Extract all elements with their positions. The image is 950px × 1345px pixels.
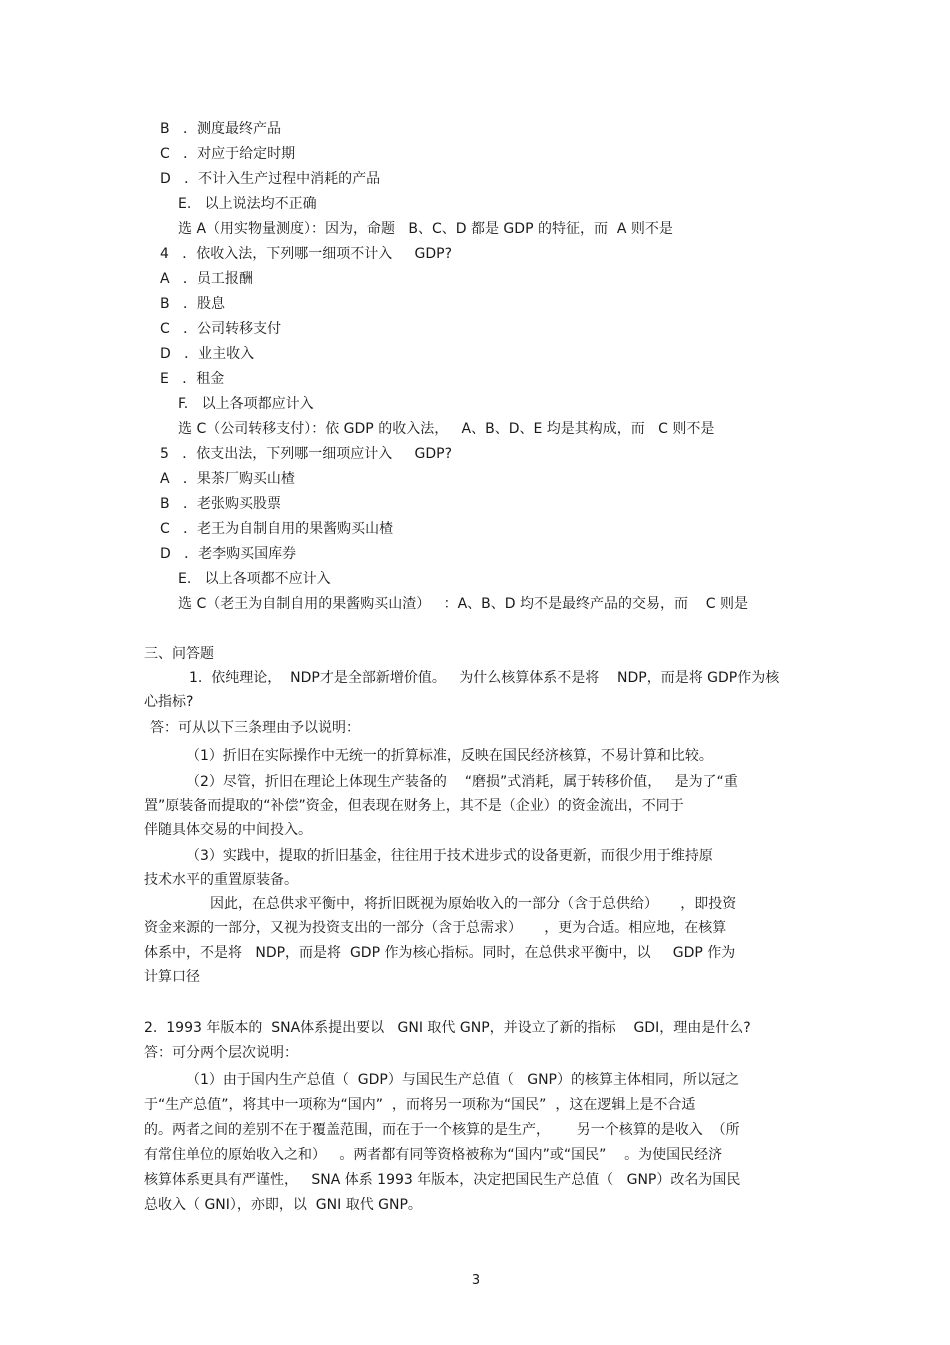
option-e-line: E. 以上各项都不应计入	[178, 571, 331, 587]
option-d-line: D ．老李购买国库券	[160, 546, 297, 562]
answer-paragraph-line: 因此，在总供求平衡中，将折旧既视为原始收入的一部分（含于总供给） ，即投资	[210, 896, 737, 912]
answer-paragraph-line: 体系中，不是将 NDP，而是将 GDP 作为核心指标。同时，在总供求平衡中，以 GDP 作为	[144, 945, 736, 961]
answer-paragraph-line: 总收入（ GNI），亦即，以 GNI 取代 GNP。	[144, 1197, 422, 1213]
answer-paragraph-line: （1）折旧在实际操作中无统一的折算标准，反映在国民经济核算，不易计算和比较。	[186, 748, 713, 764]
answer-paragraph-line: 的。两者之间的差别不在于覆盖范围，而在于一个核算的是生产， 另一个核算的是收入 （所	[144, 1122, 740, 1138]
option-b-line: B ．测度最终产品	[160, 121, 281, 137]
option-d-line: D ．不计入生产过程中消耗的产品	[160, 171, 381, 187]
option-b-line: B ．股息	[160, 296, 225, 312]
answer-paragraph-line: 技术水平的重置原装备。	[144, 872, 298, 888]
option-e-line: E. 以上说法均不正确	[178, 196, 317, 212]
page-number: 3	[471, 1273, 481, 1288]
answer-line: 选 A（用实物量测度）：因为，命题 B、C、D 都是 GDP 的特征，而 A 则不是	[178, 221, 673, 237]
answer-paragraph-line: （1）由于国内生产总值（ GDP）与国民生产总值（ GNP）的核算主体相同，所以冠之	[186, 1072, 739, 1088]
option-c-line: C ．老王为自制自用的果酱购买山楂	[160, 521, 394, 537]
option-c-line: C ．公司转移支付	[160, 321, 282, 337]
answer-paragraph-line: （3）实践中，提取的折旧基金，往往用于技术进步式的设备更新，而很少用于维持原	[186, 848, 713, 864]
question-line: 1. 依纯理论， NDP才是全部新增价值。 为什么核算体系不是将 NDP，而是将 GDP作为核	[189, 670, 780, 686]
question-line: 心指标?	[144, 694, 194, 710]
answer-line: 选 C（老王为自制自用的果酱购买山渣） ：A、B、D 均不是最终产品的交易，而 C 则是	[178, 596, 749, 612]
answer-paragraph-line: 资金来源的一部分，又视为投资支出的一部分（含于总需求） ，更为合适。相应地，在核算	[144, 920, 727, 936]
option-e-line: E ．租金	[160, 371, 225, 387]
section-heading: 三、问答题	[144, 646, 214, 662]
answer-paragraph-line: 有常住单位的原始收入之和） 。两者都有同等资格被称为“国内”或“国民” 。为使国民经济	[144, 1147, 723, 1163]
answer-paragraph-line: （2）尽管，折旧在理论上体现生产装备的 “磨损”式消耗，属于转移价值， 是为了“重	[186, 774, 738, 790]
question-line: 5 ．依支出法，下列哪一细项应计入 GDP?	[160, 446, 453, 462]
question-line: 4 ．依收入法，下列哪一细项不计入 GDP?	[160, 246, 453, 262]
answer-paragraph-line: 核算体系更具有严谨性， SNA 体系 1993 年版本，决定把国民生产总值（ GNP）改名为国民	[144, 1172, 741, 1188]
option-b-line: B ．老张购买股票	[160, 496, 281, 512]
option-d-line: D ．业主收入	[160, 346, 255, 362]
answer-line: 选 C（公司转移支付）：依 GDP 的收入法， A、B、D、E 均是其构成，而 C 则不是	[178, 421, 715, 437]
option-a-line: A ．员工报酬	[160, 271, 253, 287]
option-c-line: C ．对应于给定时期	[160, 146, 296, 162]
answer-paragraph-line: 于“生产总值”，将其中一项称为“国内” ，而将另一项称为“国民” ，这在逻辑上是不合适	[144, 1097, 696, 1113]
option-a-line: A ．果茶厂购买山楂	[160, 471, 295, 487]
answer-paragraph-line: 置”原装备而提取的“补偿”资金，但表现在财务上，其不是（企业）的资金流出，不同于	[144, 798, 684, 814]
option-f-line: F. 以上各项都应计入	[178, 396, 314, 412]
question-line: 2. 1993 年版本的 SNA体系提出要以 GNI 取代 GNP，并设立了新的指标 GDI，理由是什么?	[144, 1020, 751, 1036]
answer-paragraph-line: 伴随具体交易的中间投入。	[144, 822, 312, 838]
answer-intro: 答：可从以下三条理由予以说明：	[150, 720, 360, 736]
answer-intro: 答：可分两个层次说明：	[144, 1045, 298, 1061]
answer-paragraph-line: 计算口径	[144, 969, 200, 985]
